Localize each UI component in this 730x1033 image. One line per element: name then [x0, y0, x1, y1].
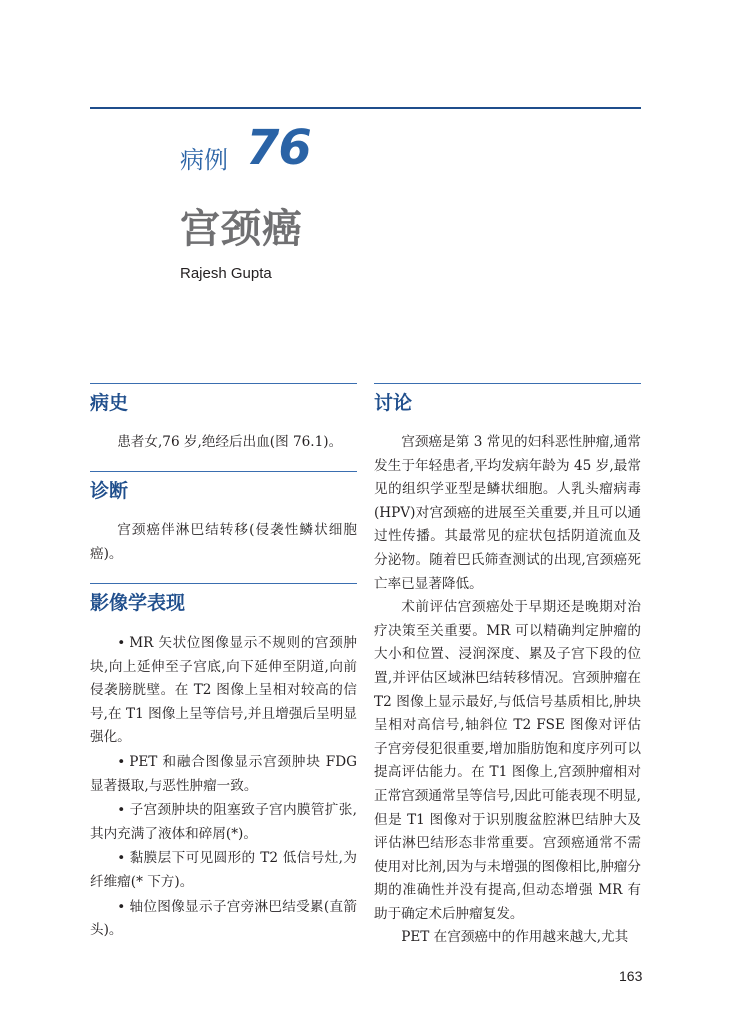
imaging-bullet: [90, 799, 357, 846]
imaging-bullet-text: 轴位图像显示子宫旁淋巴结受累(直箭头)。: [90, 898, 357, 939]
imaging-bullet-text: PET 和融合图像显示宫颈肿块 FDG 显著摄取,与恶性肿瘤一致。: [90, 753, 357, 794]
imaging-rule: [90, 583, 357, 584]
page-number: 163: [619, 968, 643, 984]
bullet-icon: •: [117, 850, 126, 867]
imaging-bullet: [90, 896, 357, 943]
author-name: Rajesh Gupta: [180, 265, 272, 282]
discussion-rule: [374, 383, 641, 384]
imaging-bullet: [90, 847, 357, 894]
bullet-icon: •: [117, 635, 126, 651]
imaging-bullet: [90, 632, 357, 750]
history-heading: 病史: [90, 392, 129, 414]
case-number: 76: [246, 120, 311, 176]
imaging-heading: 影像学表现: [90, 592, 186, 614]
discussion-paragraph: PET 在宫颈癌中的作用越来越大,尤其: [401, 929, 629, 946]
discussion-heading: 讨论: [374, 392, 413, 414]
history-text-block: [90, 431, 357, 455]
imaging-bullet-text: 黏膜层下可见圆形的 T2 低信号灶,为纤维瘤(* 下方)。: [90, 850, 357, 890]
discussion-text-block: [374, 431, 641, 950]
imaging-bullet-list: [90, 632, 357, 944]
page-title: 宫颈癌: [180, 206, 303, 252]
bullet-icon: •: [117, 753, 126, 770]
diagnosis-text: 宫颈癌伴淋巴结转移(侵袭性鳞状细胞癌)。: [90, 522, 357, 562]
diagnosis-rule: [90, 471, 357, 472]
discussion-paragraph: 术前评估宫颈癌处于早期还是晚期对治疗决策至关重要。MR 可以精确判定肿瘤的大小和位置、浸润深度、累及子宫下段的位置,并评估区域淋巴结转移情况。宫颈肿瘤在 T2 图像上显示最好,与低信号基质相比,肿块呈相对高信号,轴斜位 T2 FSE 图像对评估子宫旁侵犯很重要,增加脂肪饱和度序列可以提高评估能力。在 T1 图像上,宫颈肿瘤相对正常宫颈通常呈等信号,因此可能表现不明显,但是 T1 图像对于识别腹盆腔淋巴结肿大及评估淋巴结形态非常重要。宫颈癌通常不需使用对比剂,因为与未增强的图像相比,肿瘤分期的准确性并没有提高,但动态增强 MR 有助于确定术后肿瘤复发。: [374, 599, 641, 922]
imaging-bullet-text: 子宫颈肿块的阻塞致子宫内膜管扩张,其内充满了液体和碎屑(*)。: [90, 802, 357, 842]
bullet-icon: •: [117, 898, 126, 915]
top-rule: [90, 107, 641, 109]
case-label: 病例: [180, 146, 228, 174]
discussion-paragraph: 宫颈癌是第 3 常见的妇科恶性肿瘤,通常发生于年轻患者,平均发病年龄为 45 岁,最常见的组织学亚型是鳞状细胞。人乳头瘤病毒(HPV)对宫颈癌的进展至关重要,并且可以通过性传播。其最常见的症状包括阴道流血及分泌物。随着巴氏筛查测试的出现,宫颈癌死亡率已显著降低。: [374, 434, 641, 592]
imaging-bullet-text: MR 矢状位图像显示不规则的宫颈肿块,向上延伸至子宫底,向下延伸至阴道,向前侵袭膀胱壁。在 T2 图像上呈相对较高的信号,在 T1 图像上呈等信号,并且增强后呈明显强化。: [90, 635, 357, 746]
history-rule: [90, 383, 357, 384]
history-text: 患者女,76 岁,绝经后出血(图 76.1)。: [117, 434, 343, 450]
diagnosis-text-block: [90, 519, 357, 566]
bullet-icon: •: [117, 802, 126, 819]
diagnosis-heading: 诊断: [90, 480, 129, 502]
imaging-bullet: [90, 751, 357, 798]
